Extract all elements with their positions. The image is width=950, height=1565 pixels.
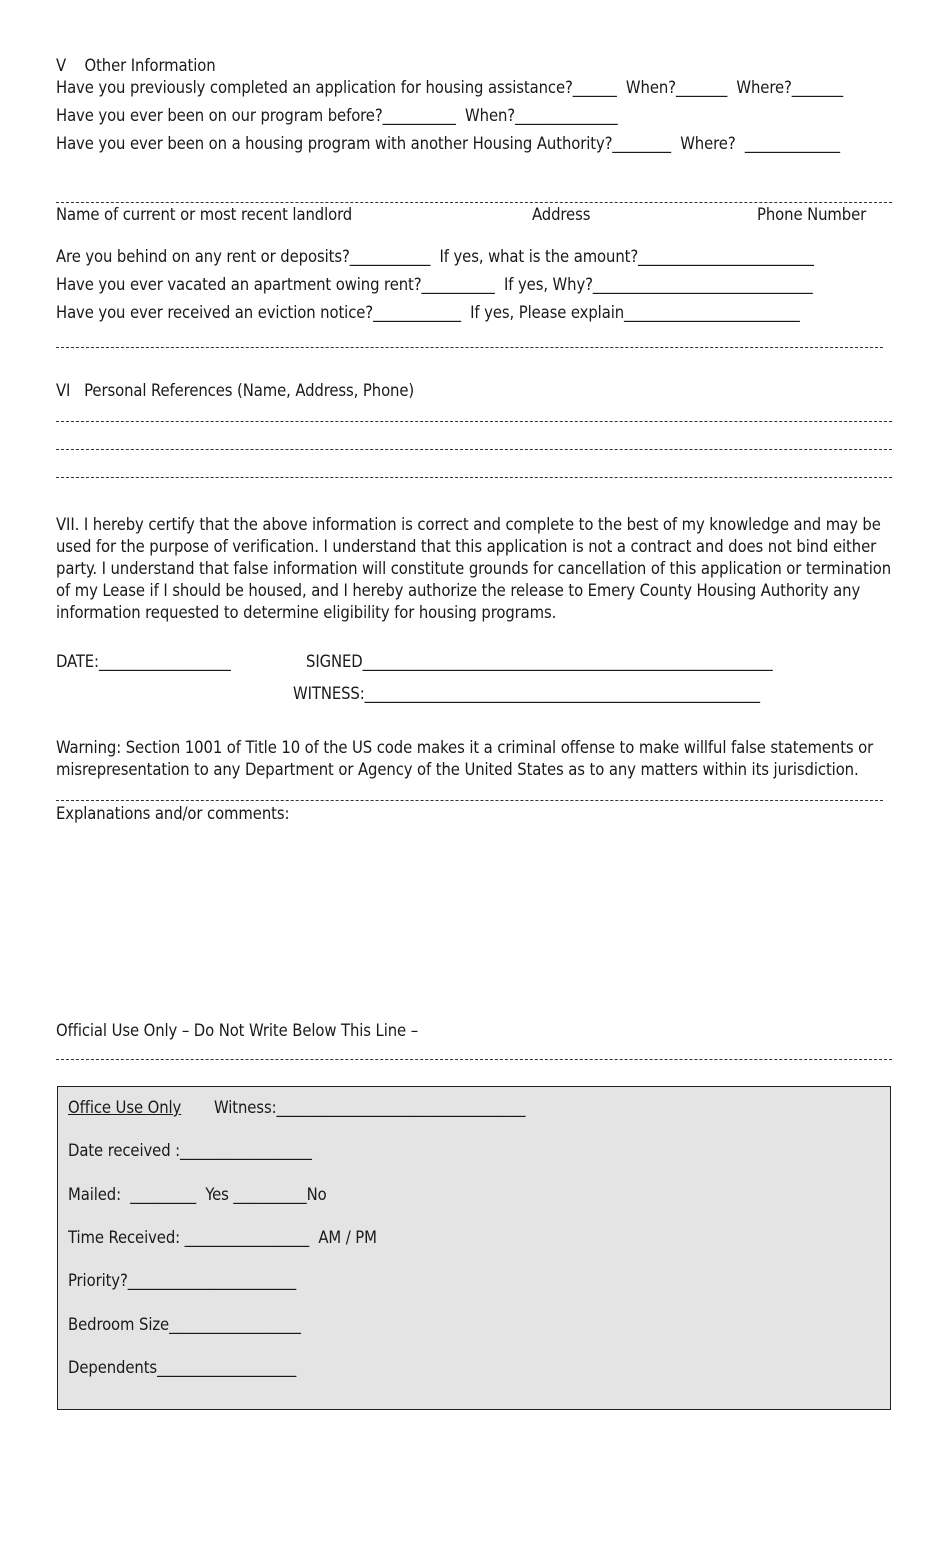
reference-line-3 [56,477,892,478]
witness-field: WITNESS:______________________________________________________ [293,684,760,703]
landlord-name-label: Name of current or most recent landlord [56,205,353,224]
question-behind-on-rent: Are you behind on any rent or deposits?___________ If yes, what is the amount?________________________ [56,247,814,266]
section-vi-heading: VI Personal References (Name, Address, Phone) [56,381,415,400]
signed-field: SIGNED________________________________________________________ [306,652,773,671]
landlord-phone-label: Phone Number [757,205,867,224]
official-use-rule [56,1059,892,1060]
time-received-field: Time Received: _________________ AM / PM [68,1228,377,1247]
question-eviction-notice: Have you ever received an eviction notice?____________ If yes, Please explain________________________ [56,303,800,322]
explanations-label: Explanations and/or comments: [56,804,290,823]
question-previous-application: Have you previously completed an application for housing assistance?______ When?_______ Where?_______ [56,78,844,97]
eviction-explain-line [56,347,883,348]
certification-paragraph: VII. I hereby certify that the above information is correct and complete to the best of my knowledge and may be used for the purpose of verification. I understand that this application is not a contract and does not bind either party. I understand that false information will constitute grounds for cancellation of this application or termination of my Lease if I should be housed, and I hereby authorize the release to Emery County Housing Authority any information requested to determine eligibility for housing programs. [56,515,892,622]
question-vacated-owing-rent: Have you ever vacated an apartment owing rent?__________ If yes, Why?______________________________ [56,275,813,294]
reference-line-2 [56,449,892,450]
dependents-field: Dependents___________________ [68,1358,297,1377]
question-other-housing-authority: Have you ever been on a housing program with another Housing Authority?________ Where? _____________ [56,134,840,153]
office-witness-field: Witness:__________________________________ [214,1098,526,1117]
office-use-box [57,1086,891,1410]
date-field: DATE:__________________ [56,652,231,671]
section-v-heading: V Other Information [56,56,216,75]
question-previous-program: Have you ever been on our program before?__________ When?______________ [56,106,618,125]
mailed-field: Mailed: _________ Yes __________No [68,1185,327,1204]
reference-line-1 [56,421,892,422]
date-received-field: Date received :__________________ [68,1141,312,1160]
official-use-line: Official Use Only – Do Not Write Below This Line – [56,1021,419,1040]
warning-statement: Warning: Section 1001 of Title 10 of the US code makes it a criminal offense to make willful false statements or misrepresentation to any Department or Agency of the United States as to any matters within its jurisdiction. [56,738,874,779]
bedroom-size-field: Bedroom Size__________________ [68,1315,301,1334]
landlord-address-label: Address [532,205,591,224]
warning-rule [56,800,883,801]
priority-field: Priority?_______________________ [68,1271,297,1290]
office-use-title: Office Use Only [68,1098,182,1117]
landlord-fill-line [56,202,892,203]
